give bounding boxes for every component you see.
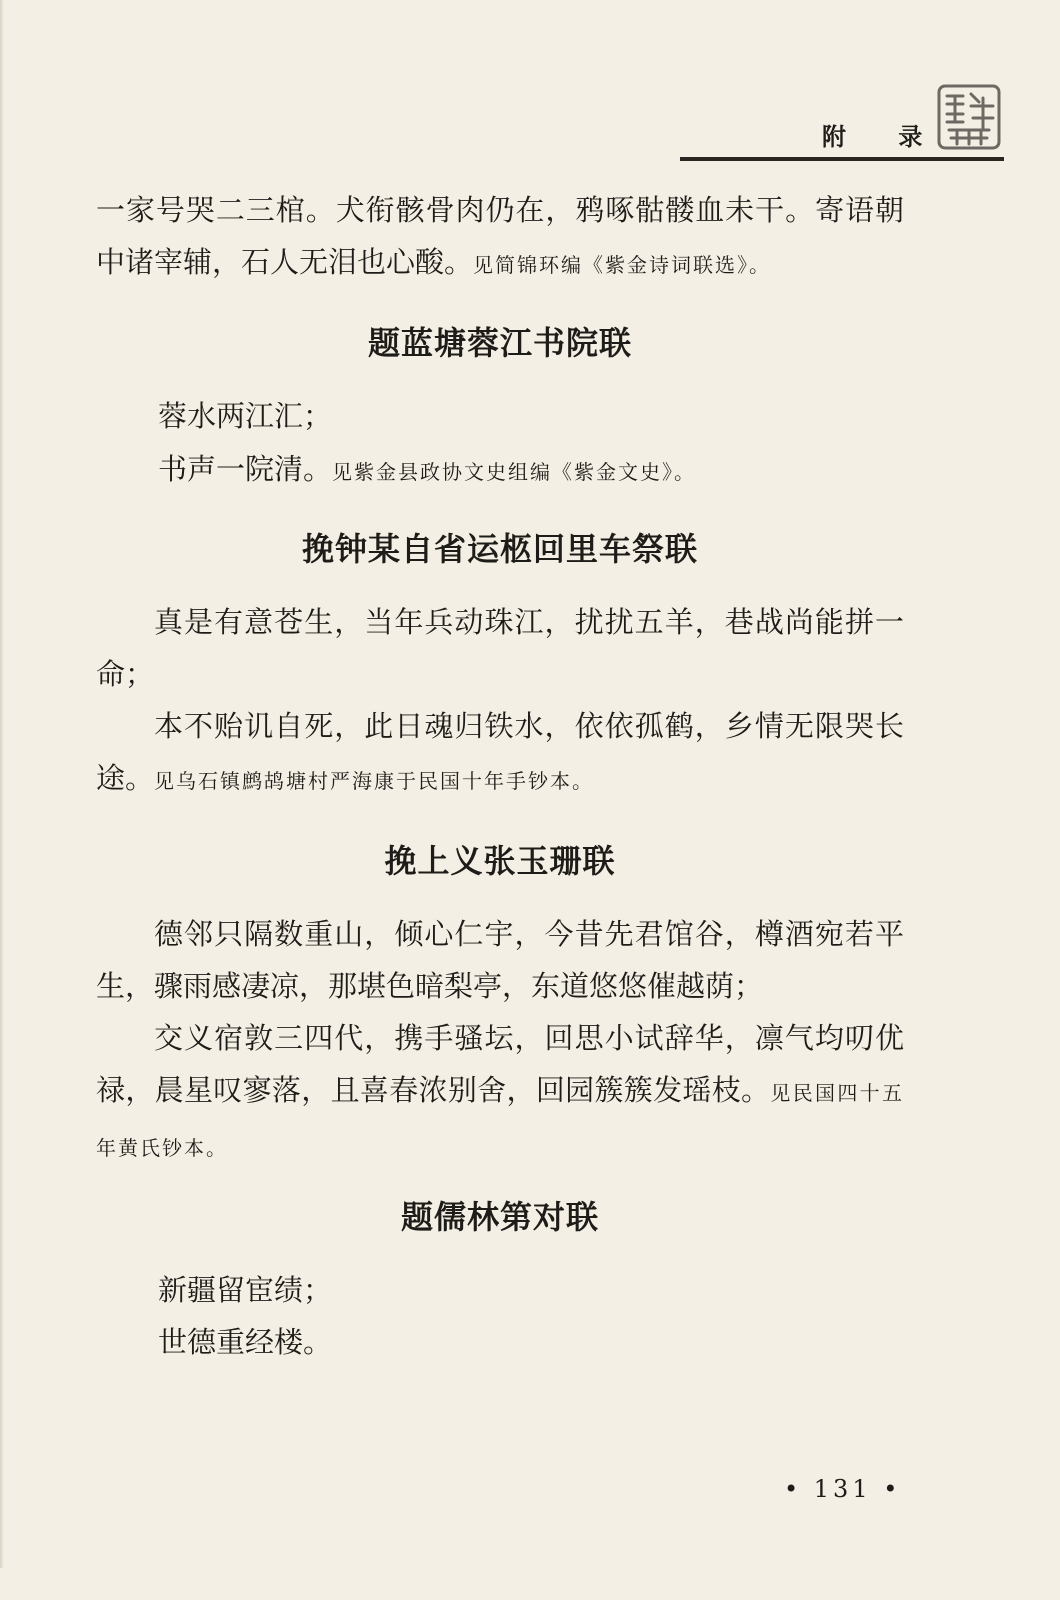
couplet-first-line: 新疆留宦绩； <box>158 1273 333 1307</box>
couplet-second-line-text: 书声一院清。 <box>158 452 333 486</box>
section-header: 附 录 <box>822 123 945 151</box>
intro-source-note: 见简锦环编《紫金诗词联选》。 <box>473 253 772 277</box>
couplet-first-line: 真是有意苍生，当年兵动珠江，扰扰五羊，巷战尚能拼一命； <box>96 605 904 691</box>
couplet-source-note: 见乌石镇鹧鸪塘村严海康于民国十年手钞本。 <box>154 769 595 793</box>
couplet-second-line <box>96 700 904 807</box>
header-rule <box>680 157 1004 161</box>
intro-text: 一家号哭二三棺。犬衔骸骨肉仍在，鸦啄骷髅血未干。寄语朝中诸宰辅，石人无泪也心酸。 <box>96 193 904 279</box>
couplet-title: 挽钟某自省运柩回里车祭联 <box>301 530 698 568</box>
couplet-first-line: 蓉水两江汇； <box>158 399 333 433</box>
couplet-second-line-text: 本不贻讥自死，此日魂归铁水，依依孤鹤，乡情无限哭长途。 <box>96 709 904 795</box>
page-number: • 131 • <box>784 1475 902 1503</box>
couplet-second-line-text: 交义宿敦三四代，携手骚坛，回思小试辞华，凛气均叨优禄，晨星叹寥落，且喜春浓别舍，回园簇簇发瑶枝。 <box>96 1021 904 1107</box>
couplet-second-line: 世德重经楼。 <box>158 1325 333 1359</box>
couplet-title: 题儒林第对联 <box>400 1198 599 1236</box>
couplet-title: 挽上义张玉珊联 <box>384 842 616 880</box>
couplet-source-note: 见民国四十五年黄氏钞本。 <box>96 1081 904 1160</box>
couplet-source-note: 见紫金县政协文史组编《紫金文史》。 <box>332 460 697 484</box>
couplet-second-line <box>96 1012 904 1174</box>
page-edge <box>0 0 4 1568</box>
intro-paragraph <box>96 184 904 291</box>
couplet-first-line: 德邻只隔数重山，倾心仁宇，今昔先君馆谷，樽酒宛若平生，骤雨感凄凉，那堪色暗梨亭，东道悠悠催越荫； <box>96 917 904 1003</box>
couplet-second-line <box>158 443 696 498</box>
seal-stamp-icon <box>937 84 1001 150</box>
couplet-title: 题蓝塘蓉江书院联 <box>367 324 632 362</box>
